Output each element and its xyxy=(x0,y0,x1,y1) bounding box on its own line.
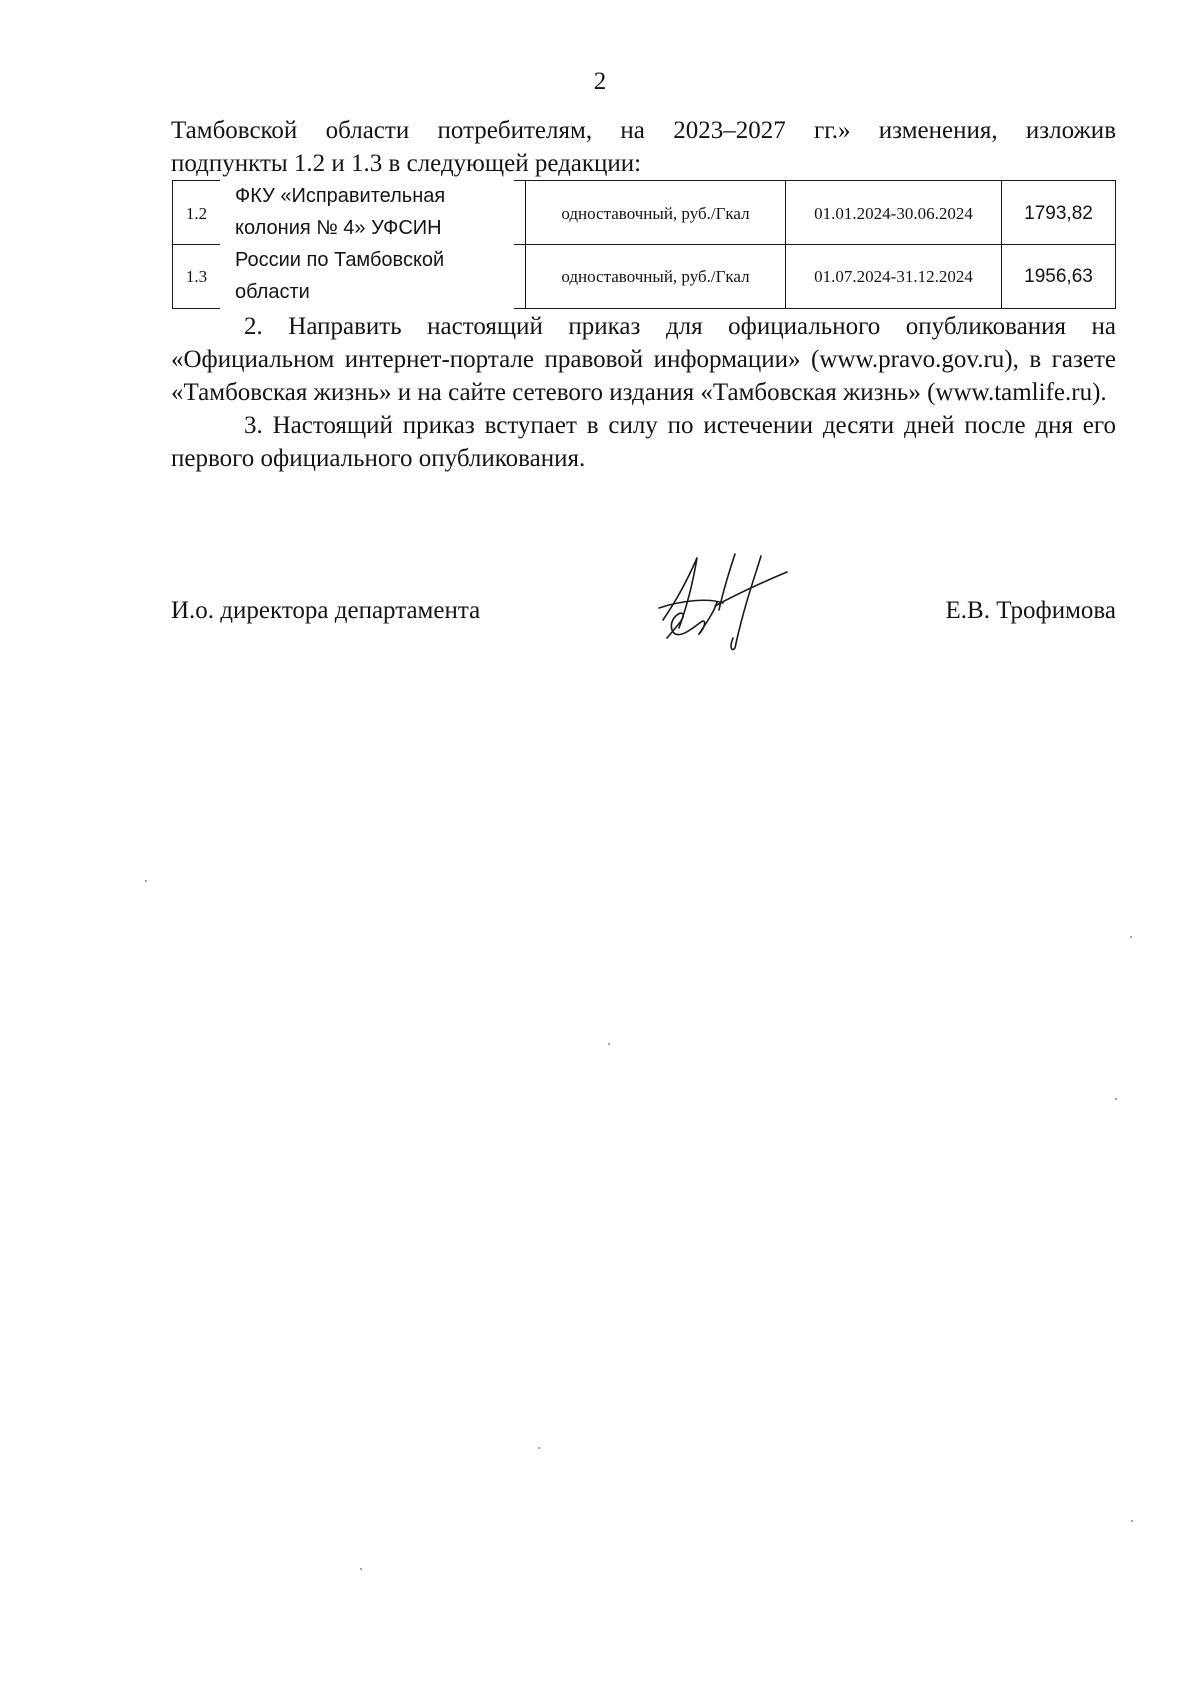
tariff-value: 1793,82 xyxy=(1002,181,1116,245)
scan-speck xyxy=(1130,936,1132,938)
row-number: 1.2 xyxy=(173,181,221,245)
tariff-period: 01.07.2024-31.12.2024 xyxy=(786,245,1002,309)
signatory-title: И.о. директора департамента xyxy=(171,597,481,624)
intro-line-2: подпункты 1.2 и 1.3 в следующей редакции: xyxy=(171,150,642,177)
tariff-period: 01.01.2024-30.06.2024 xyxy=(786,181,1002,245)
tariff-type: одноставочный, руб./Гкал xyxy=(526,245,786,309)
organization-line: области xyxy=(235,281,310,303)
organization-name xyxy=(220,180,514,309)
handwritten-signature xyxy=(653,548,793,653)
page-number: 2 xyxy=(593,68,607,95)
scan-speck xyxy=(608,1043,610,1045)
tariff-type: одноставочный, руб./Гкал xyxy=(526,181,786,245)
clause-2: 2. Направить настоящий приказ для официального опубликования на «Официальном интернет-портале правовой информации» (www.pravo.gov.ru), в газете «Тамбовская жизнь» и на сайте сетевого издания «Тамбовская жизнь» (www.tamlife.ru). xyxy=(171,313,1116,406)
organization-line: ФКУ «Исправительная xyxy=(235,185,446,207)
scan-speck xyxy=(1115,1098,1117,1100)
tariff-value: 1956,63 xyxy=(1002,245,1116,309)
clauses xyxy=(171,310,1116,475)
signatory-name: Е.В. Трофимова xyxy=(945,597,1116,624)
row-number: 1.3 xyxy=(173,245,221,309)
intro-paragraph xyxy=(171,114,1116,180)
scan-speck xyxy=(1131,1520,1133,1522)
signature-block xyxy=(171,594,1116,634)
scan-speck xyxy=(360,1568,362,1570)
intro-line-1: Тамбовской области потребителям, на 2023–2027 гг.» изменения, изложив xyxy=(171,117,1116,144)
organization-line: России по Тамбовской xyxy=(235,249,445,271)
scan-speck xyxy=(145,880,147,882)
clause-3: 3. Настоящий приказ вступает в силу по истечении десяти дней после дня его первого официального опубликования. xyxy=(171,412,1116,472)
organization-line: колония № 4» УФСИН xyxy=(235,217,442,239)
scan-speck xyxy=(538,1447,540,1449)
